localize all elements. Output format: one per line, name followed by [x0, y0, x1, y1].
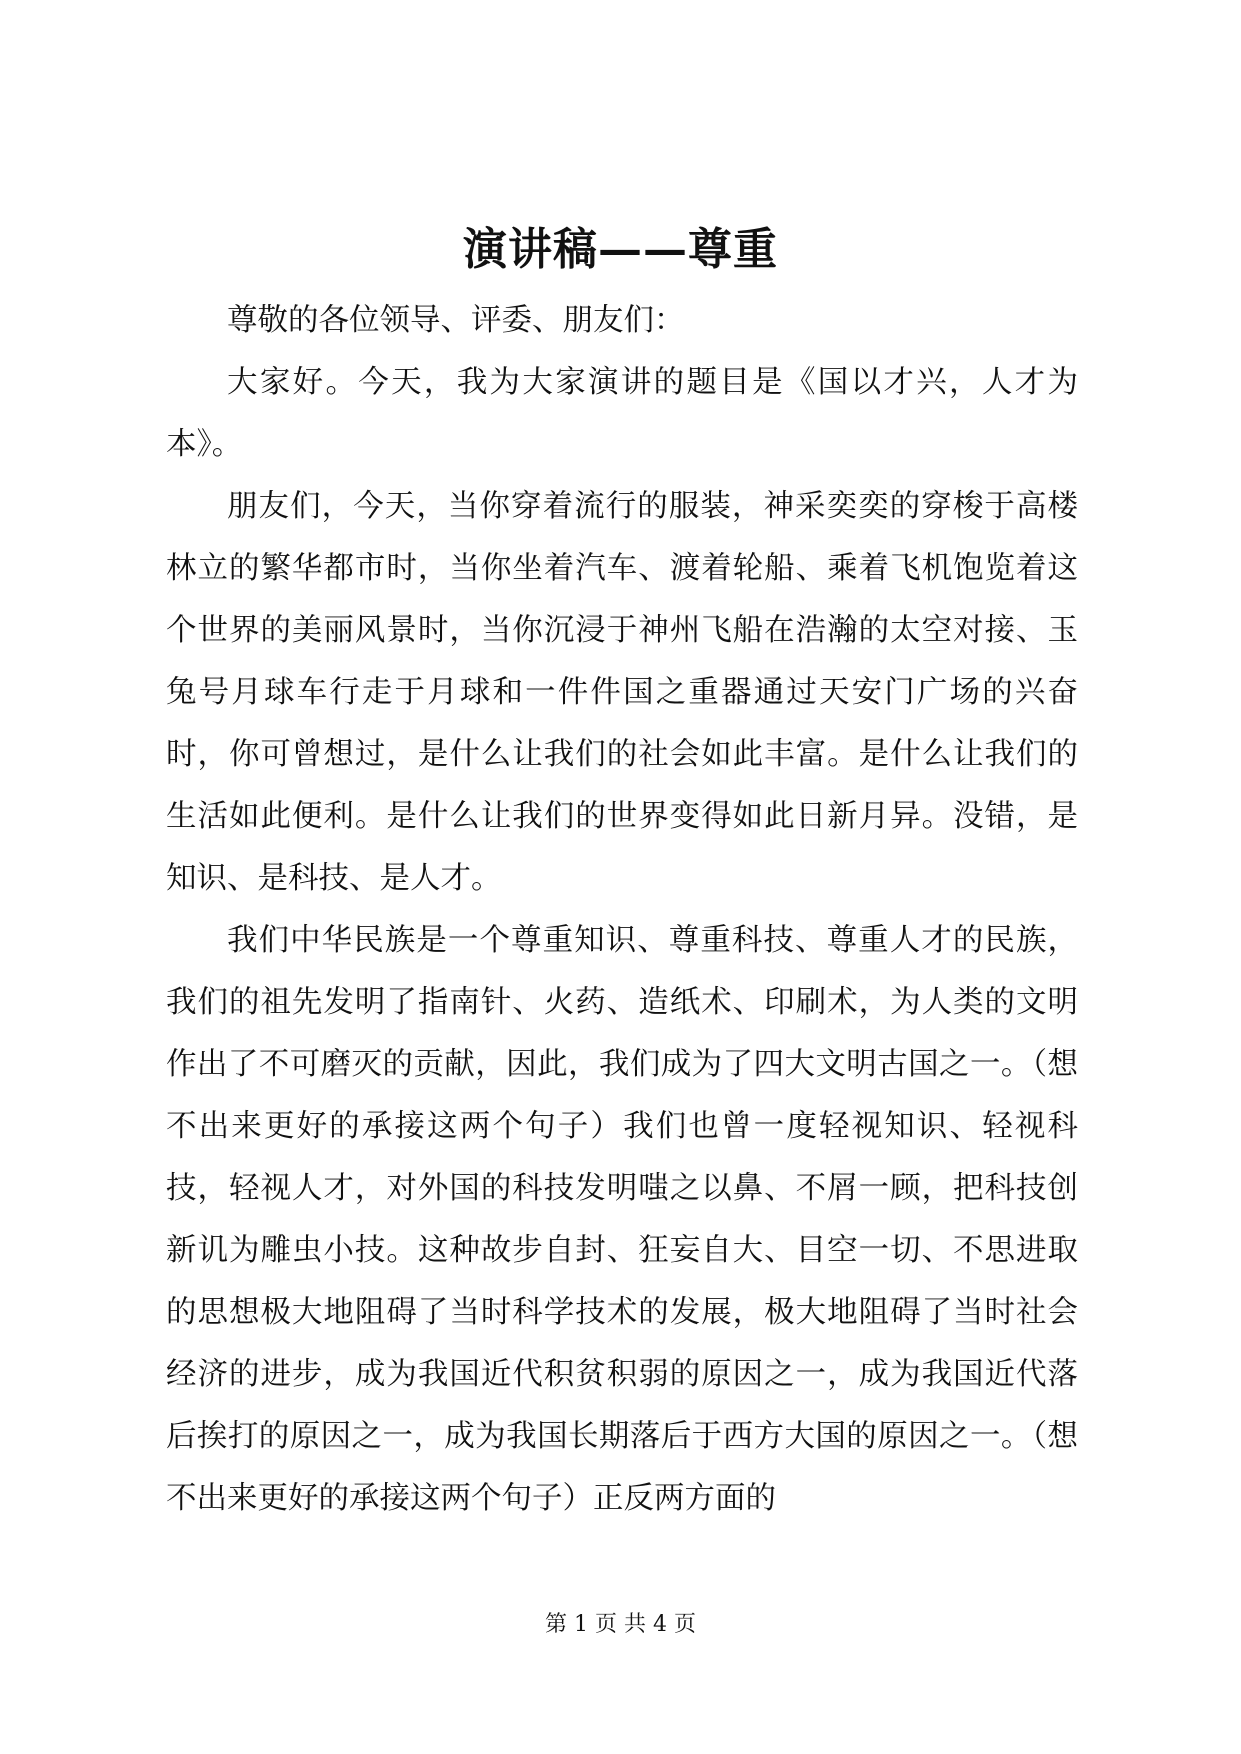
paragraph-greeting: 大家好。今天，我为大家演讲的题目是《国以才兴，人才为本》。 [166, 365, 1078, 462]
paragraph-friends: 朋友们，今天，当你穿着流行的服装，神采奕奕的穿梭于高楼林立的繁华都市时，当你坐着汽车、渡着轮船、乘着飞机饱览着这个世界的美丽风景时，当你沉浸于神州飞船在浩瀚的太空对接、玉兔号月球车行走于月球和一件件国之重器通过天安门广场的兴奋时，你可曾想过，是什么让我们的社会如此丰富。是什么让我们的生活如此便利。是什么让我们的世界变得如此日新月异。没错，是知识、是科技、是人才。 [166, 489, 1078, 896]
paragraph-salutation: 尊敬的各位领导、评委、朋友们： [227, 303, 685, 338]
page-number-footer: 第 1 页 共 4 页 [545, 1612, 696, 1637]
document-body [166, 290, 1078, 1530]
document-title: 演讲稿——尊重 [463, 224, 778, 275]
paragraph-nation: 我们中华民族是一个尊重知识、尊重科技、尊重人才的民族，我们的祖先发明了指南针、火药、造纸术、印刷术，为人类的文明作出了不可磨灭的贡献，因此，我们成为了四大文明古国之一。（想不出来更好的承接这两个句子）我们也曾一度轻视知识、轻视科技，轻视人才，对外国的科技发明嗤之以鼻、不屑一顾，把科技创新讥为雕虫小技。这种故步自封、狂妄自大、目空一切、不思进取的思想极大地阻碍了当时科学技术的发展，极大地阻碍了当时社会经济的进步，成为我国近代积贫积弱的原因之一，成为我国近代落后挨打的原因之一，成为我国长期落后于西方大国的原因之一。（想不出来更好的承接这两个句子）正反两方面的 [166, 923, 1078, 1516]
